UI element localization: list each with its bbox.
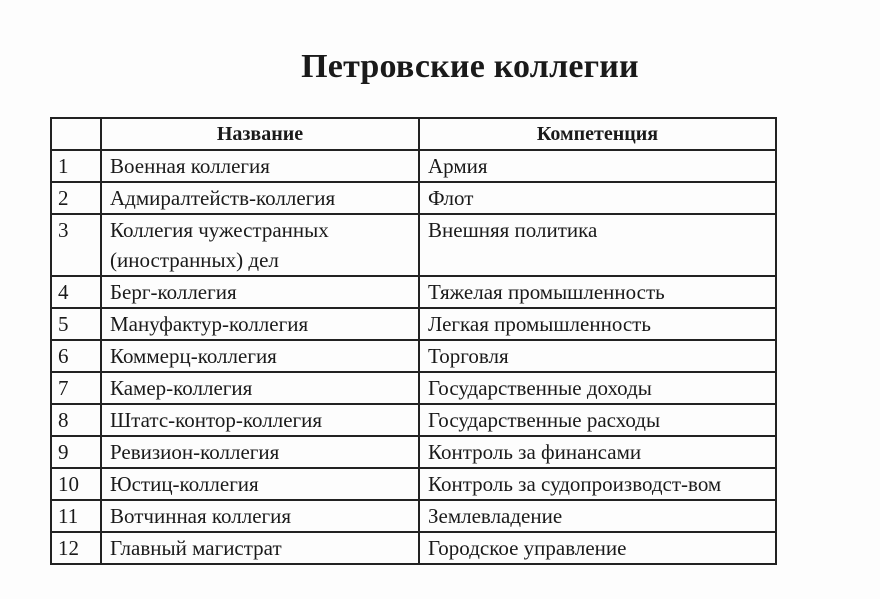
row-competence: Торговля: [419, 340, 776, 372]
row-name: Штатс-контор-коллегия: [101, 404, 419, 436]
page-title: Петровские коллегии: [301, 48, 639, 85]
row-competence: Государственные доходы: [419, 372, 776, 404]
row-number: 3: [51, 214, 101, 276]
table-row: [51, 182, 776, 214]
row-competence: Контроль за финансами: [419, 436, 776, 468]
collegia-table: [50, 117, 777, 565]
row-number: 4: [51, 276, 101, 308]
row-number: 2: [51, 182, 101, 214]
row-name: Мануфактур-коллегия: [101, 308, 419, 340]
table-row: [51, 214, 776, 276]
row-competence: Контроль за судопроизводст-вом: [419, 468, 776, 500]
row-competence: Флот: [419, 182, 776, 214]
row-competence: Тяжелая промышленность: [419, 276, 776, 308]
row-name: Главный магистрат: [101, 532, 419, 564]
row-competence: Армия: [419, 150, 776, 182]
row-name: Ревизион-коллегия: [101, 436, 419, 468]
row-competence: Государственные расходы: [419, 404, 776, 436]
row-name: Коммерц-коллегия: [101, 340, 419, 372]
row-number: 9: [51, 436, 101, 468]
row-name: Юстиц-коллегия: [101, 468, 419, 500]
row-competence: Легкая промышленность: [419, 308, 776, 340]
row-name: Военная коллегия: [101, 150, 419, 182]
table-row: [51, 404, 776, 436]
row-number: 10: [51, 468, 101, 500]
row-number: 5: [51, 308, 101, 340]
row-name: Вотчинная коллегия: [101, 500, 419, 532]
row-number: 11: [51, 500, 101, 532]
row-number: 8: [51, 404, 101, 436]
header-competence: Компетенция: [419, 118, 776, 150]
table-row: [51, 276, 776, 308]
table-row: [51, 468, 776, 500]
row-competence: Городское управление: [419, 532, 776, 564]
table-row: [51, 340, 776, 372]
header-name: Название: [101, 118, 419, 150]
row-competence: Землевладение: [419, 500, 776, 532]
table-row: [51, 308, 776, 340]
row-competence: Внешняя политика: [419, 214, 776, 276]
row-number: 7: [51, 372, 101, 404]
table-row: [51, 532, 776, 564]
row-number: 12: [51, 532, 101, 564]
row-name: Берг-коллегия: [101, 276, 419, 308]
row-number: 1: [51, 150, 101, 182]
row-number: 6: [51, 340, 101, 372]
row-name: Адмиралтейств-коллегия: [101, 182, 419, 214]
table-header-row: [51, 118, 776, 150]
row-name: Коллегия чужестранных (иностранных) дел: [101, 214, 419, 276]
header-number: [51, 118, 101, 150]
table-row: [51, 372, 776, 404]
table-body: [51, 150, 776, 564]
table-row: [51, 500, 776, 532]
row-name: Камер-коллегия: [101, 372, 419, 404]
table-row: [51, 150, 776, 182]
table-row: [51, 436, 776, 468]
